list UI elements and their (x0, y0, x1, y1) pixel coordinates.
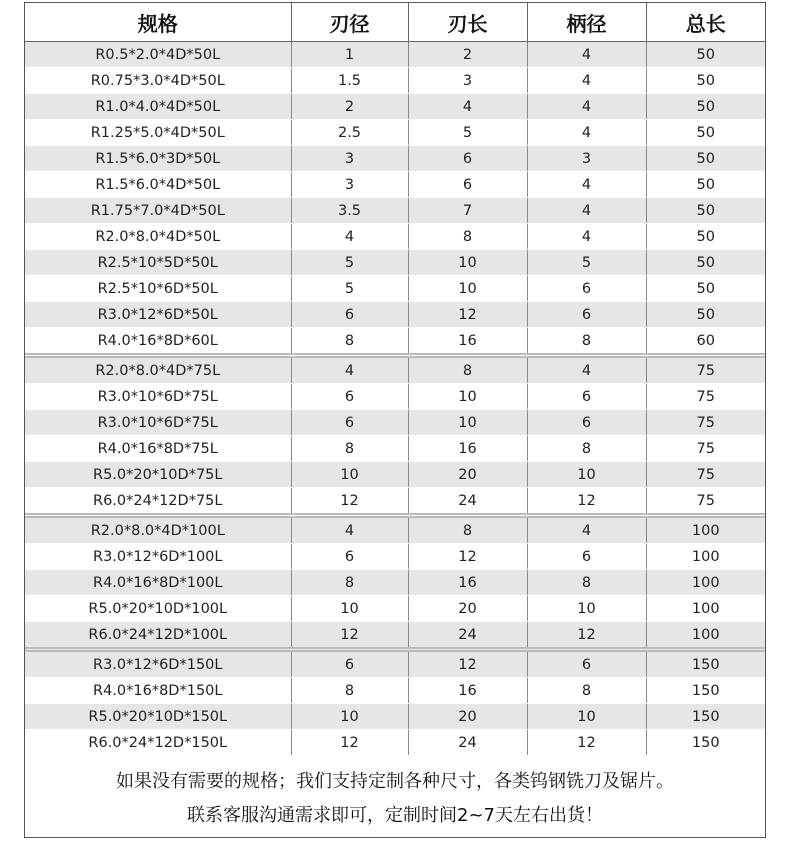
cell-blade-diameter: 6 (291, 544, 408, 570)
header-shank-diameter: 柄径 (527, 3, 646, 42)
cell-blade-diameter: 2 (291, 94, 408, 120)
table-row (25, 328, 765, 356)
cell-total-length: 75 (646, 488, 765, 516)
cell-shank-diameter: 12 (527, 730, 646, 756)
cell-blade-diameter: 12 (291, 622, 408, 650)
cell-spec: R3.0*12*6D*150L (25, 650, 291, 678)
cell-blade-diameter: 3 (291, 172, 408, 198)
cell-shank-diameter: 6 (527, 410, 646, 436)
cell-shank-diameter: 4 (527, 42, 646, 68)
cell-blade-length: 10 (408, 384, 527, 410)
cell-shank-diameter: 3 (527, 146, 646, 172)
cell-spec: R6.0*24*12D*150L (25, 730, 291, 756)
cell-shank-diameter: 8 (527, 570, 646, 596)
cell-blade-length: 16 (408, 570, 527, 596)
cell-blade-diameter: 8 (291, 570, 408, 596)
cell-blade-diameter: 8 (291, 678, 408, 704)
cell-total-length: 50 (646, 276, 765, 302)
cell-blade-length: 20 (408, 596, 527, 622)
table-body (25, 42, 765, 756)
cell-spec: R1.5*6.0*3D*50L (25, 146, 291, 172)
cell-blade-length: 16 (408, 328, 527, 356)
cell-shank-diameter: 8 (527, 678, 646, 704)
table-row (25, 516, 765, 544)
cell-blade-diameter: 3 (291, 146, 408, 172)
table-row (25, 570, 765, 596)
cell-total-length: 150 (646, 650, 765, 678)
cell-shank-diameter: 4 (527, 198, 646, 224)
cell-shank-diameter: 6 (527, 384, 646, 410)
cell-total-length: 100 (646, 544, 765, 570)
cell-blade-length: 10 (408, 276, 527, 302)
cell-total-length: 100 (646, 570, 765, 596)
cell-total-length: 100 (646, 596, 765, 622)
cell-blade-diameter: 12 (291, 488, 408, 516)
cell-total-length: 75 (646, 384, 765, 410)
header-blade-diameter: 刃径 (291, 3, 408, 42)
header-spec: 规格 (25, 3, 291, 42)
cell-spec: R4.0*16*8D*150L (25, 678, 291, 704)
table-row (25, 488, 765, 516)
cell-blade-length: 4 (408, 94, 527, 120)
cell-total-length: 50 (646, 302, 765, 328)
cell-shank-diameter: 4 (527, 172, 646, 198)
cell-blade-length: 16 (408, 436, 527, 462)
cell-spec: R5.0*20*10D*150L (25, 704, 291, 730)
cell-blade-diameter: 10 (291, 704, 408, 730)
table-header-row (25, 3, 765, 42)
cell-blade-length: 8 (408, 356, 527, 384)
cell-blade-diameter: 12 (291, 730, 408, 756)
cell-total-length: 50 (646, 250, 765, 276)
cell-blade-length: 12 (408, 650, 527, 678)
cell-spec: R2.0*8.0*4D*75L (25, 356, 291, 384)
cell-total-length: 60 (646, 328, 765, 356)
cell-spec: R1.5*6.0*4D*50L (25, 172, 291, 198)
table-row (25, 224, 765, 250)
cell-spec: R4.0*16*8D*75L (25, 436, 291, 462)
cell-spec: R3.0*10*6D*75L (25, 410, 291, 436)
cell-blade-diameter: 4 (291, 356, 408, 384)
cell-total-length: 75 (646, 462, 765, 488)
cell-shank-diameter: 4 (527, 224, 646, 250)
table-row (25, 650, 765, 678)
table-row (25, 384, 765, 410)
cell-shank-diameter: 4 (527, 120, 646, 146)
cell-spec: R2.0*8.0*4D*50L (25, 224, 291, 250)
table-row (25, 94, 765, 120)
cell-blade-diameter: 1 (291, 42, 408, 68)
table-row (25, 678, 765, 704)
cell-spec: R1.0*4.0*4D*50L (25, 94, 291, 120)
cell-shank-diameter: 4 (527, 356, 646, 384)
cell-blade-diameter: 4 (291, 516, 408, 544)
cell-blade-length: 2 (408, 42, 527, 68)
cell-blade-diameter: 10 (291, 596, 408, 622)
cell-spec: R3.0*12*6D*100L (25, 544, 291, 570)
spec-sheet (24, 2, 766, 838)
cell-spec: R1.75*7.0*4D*50L (25, 198, 291, 224)
cell-spec: R0.75*3.0*4D*50L (25, 68, 291, 94)
cell-total-length: 75 (646, 436, 765, 462)
cell-shank-diameter: 8 (527, 436, 646, 462)
cell-spec: R5.0*20*10D*75L (25, 462, 291, 488)
cell-spec: R0.5*2.0*4D*50L (25, 42, 291, 68)
cell-total-length: 75 (646, 356, 765, 384)
cell-total-length: 75 (646, 410, 765, 436)
cell-shank-diameter: 12 (527, 488, 646, 516)
cell-spec: R2.0*8.0*4D*100L (25, 516, 291, 544)
cell-total-length: 150 (646, 730, 765, 756)
cell-blade-length: 24 (408, 488, 527, 516)
cell-blade-length: 24 (408, 622, 527, 650)
cell-shank-diameter: 6 (527, 302, 646, 328)
cell-blade-length: 10 (408, 250, 527, 276)
cell-total-length: 50 (646, 224, 765, 250)
cell-shank-diameter: 6 (527, 544, 646, 570)
table-row (25, 302, 765, 328)
cell-spec: R6.0*24*12D*75L (25, 488, 291, 516)
cell-blade-length: 20 (408, 704, 527, 730)
cell-blade-diameter: 4 (291, 224, 408, 250)
table-row (25, 172, 765, 198)
cell-blade-length: 16 (408, 678, 527, 704)
cell-blade-length: 6 (408, 146, 527, 172)
cell-blade-diameter: 3.5 (291, 198, 408, 224)
cell-blade-length: 20 (408, 462, 527, 488)
cell-total-length: 100 (646, 622, 765, 650)
spec-table (25, 3, 765, 756)
cell-blade-diameter: 5 (291, 276, 408, 302)
cell-blade-diameter: 6 (291, 650, 408, 678)
table-row (25, 462, 765, 488)
cell-shank-diameter: 4 (527, 516, 646, 544)
cell-blade-diameter: 6 (291, 410, 408, 436)
table-row (25, 410, 765, 436)
cell-total-length: 50 (646, 42, 765, 68)
cell-shank-diameter: 10 (527, 462, 646, 488)
cell-blade-length: 10 (408, 410, 527, 436)
table-row (25, 356, 765, 384)
cell-spec: R6.0*24*12D*100L (25, 622, 291, 650)
cell-blade-length: 8 (408, 516, 527, 544)
cell-total-length: 50 (646, 146, 765, 172)
table-row (25, 544, 765, 570)
cell-blade-diameter: 6 (291, 302, 408, 328)
cell-spec: R4.0*16*8D*60L (25, 328, 291, 356)
cell-spec: R1.25*5.0*4D*50L (25, 120, 291, 146)
cell-blade-diameter: 1.5 (291, 68, 408, 94)
cell-total-length: 50 (646, 198, 765, 224)
cell-total-length: 100 (646, 516, 765, 544)
cell-shank-diameter: 10 (527, 704, 646, 730)
header-blade-length: 刃长 (408, 3, 527, 42)
cell-shank-diameter: 4 (527, 68, 646, 94)
table-row (25, 730, 765, 756)
cell-spec: R2.5*10*6D*50L (25, 276, 291, 302)
cell-blade-length: 8 (408, 224, 527, 250)
cell-spec: R2.5*10*5D*50L (25, 250, 291, 276)
table-row (25, 42, 765, 68)
custom-note: 如果没有需要的规格；我们支持定制各种尺寸，各类钨钢铣刀及锯片。 (116, 771, 674, 792)
cell-shank-diameter: 6 (527, 650, 646, 678)
cell-shank-diameter: 5 (527, 250, 646, 276)
table-row (25, 436, 765, 462)
cell-shank-diameter: 12 (527, 622, 646, 650)
cell-blade-diameter: 6 (291, 384, 408, 410)
cell-blade-diameter: 2.5 (291, 120, 408, 146)
cell-total-length: 150 (646, 678, 765, 704)
cell-total-length: 50 (646, 94, 765, 120)
table-row (25, 704, 765, 730)
notes (25, 765, 765, 833)
cell-shank-diameter: 10 (527, 596, 646, 622)
cell-spec: R3.0*10*6D*75L (25, 384, 291, 410)
cell-blade-length: 6 (408, 172, 527, 198)
cell-total-length: 50 (646, 68, 765, 94)
cell-blade-diameter: 8 (291, 328, 408, 356)
cell-shank-diameter: 6 (527, 276, 646, 302)
cell-blade-diameter: 5 (291, 250, 408, 276)
cell-blade-diameter: 10 (291, 462, 408, 488)
cell-shank-diameter: 4 (527, 94, 646, 120)
cell-blade-length: 24 (408, 730, 527, 756)
contact-note: 联系客服沟通需求即可，定制时间2~7天左右出货！ (187, 805, 603, 826)
cell-total-length: 150 (646, 704, 765, 730)
table-row (25, 146, 765, 172)
cell-total-length: 50 (646, 172, 765, 198)
table-row (25, 276, 765, 302)
cell-total-length: 50 (646, 120, 765, 146)
table-row (25, 198, 765, 224)
table-row (25, 596, 765, 622)
cell-blade-diameter: 8 (291, 436, 408, 462)
cell-blade-length: 7 (408, 198, 527, 224)
cell-blade-length: 12 (408, 544, 527, 570)
table-row (25, 120, 765, 146)
table-row (25, 250, 765, 276)
cell-blade-length: 5 (408, 120, 527, 146)
cell-blade-length: 12 (408, 302, 527, 328)
header-total-length: 总长 (646, 3, 765, 42)
cell-spec: R3.0*12*6D*50L (25, 302, 291, 328)
cell-shank-diameter: 8 (527, 328, 646, 356)
table-row (25, 68, 765, 94)
cell-spec: R5.0*20*10D*100L (25, 596, 291, 622)
cell-blade-length: 3 (408, 68, 527, 94)
cell-spec: R4.0*16*8D*100L (25, 570, 291, 596)
table-row (25, 622, 765, 650)
